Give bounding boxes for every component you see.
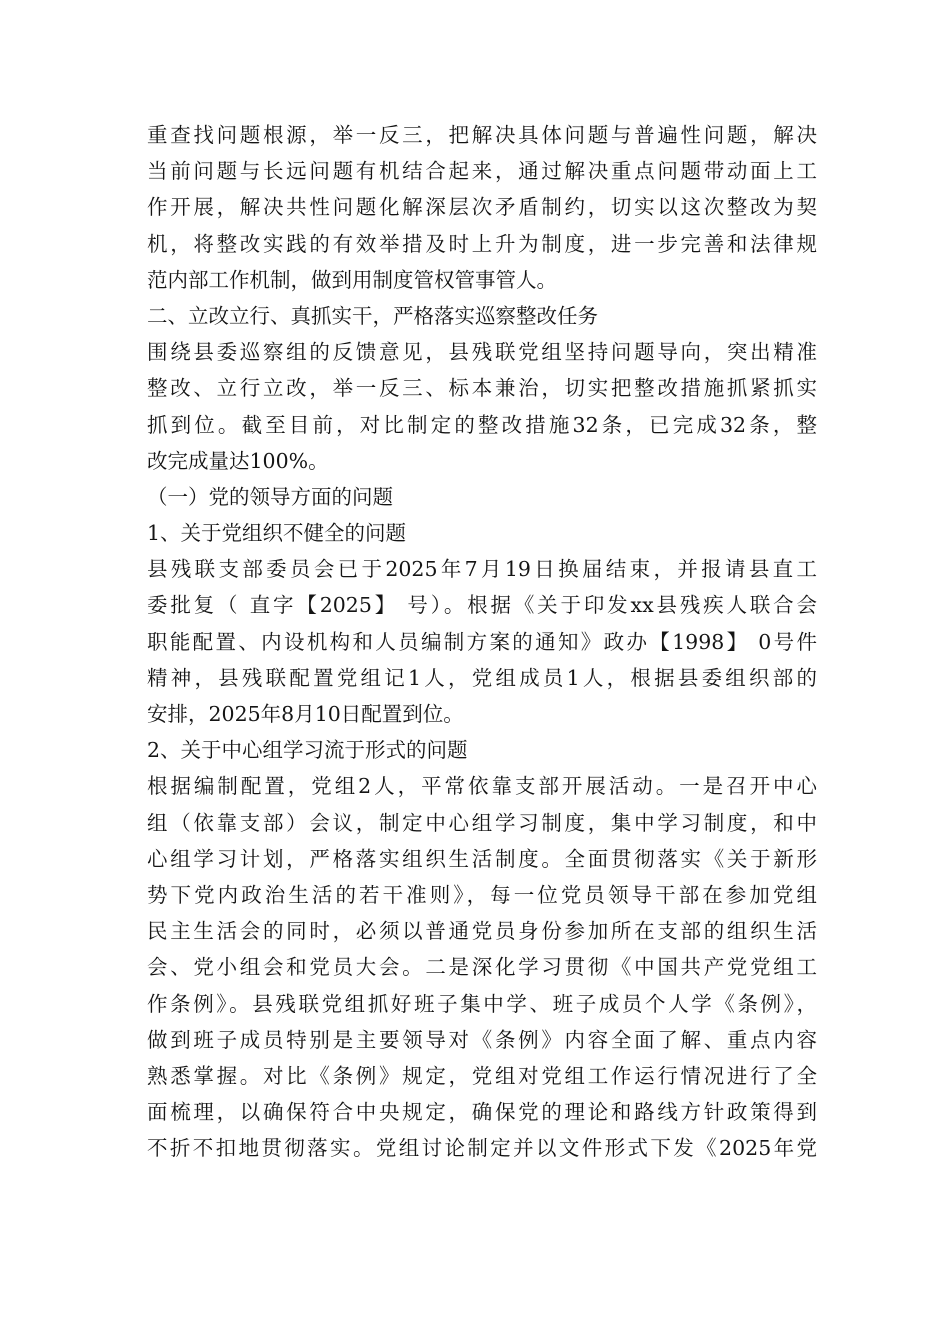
body-line: 不折不扣地贯彻落实。党组讨论制定并以文件形式下发《2025年党 [147,1136,817,1161]
body-line: 县残联支部委员会已于2025年7月19日换届结束，并报请县直工 [147,557,817,582]
body-line: 当前问题与长远问题有机结合起来，通过解决重点问题带动面上工 [147,159,817,184]
body-line: 根据编制配置，党组2人，平常依靠支部开展活动。一是召开中心 [147,774,817,799]
subsection-heading: （一）党的领导方面的问题 [147,484,393,509]
body-line: 组（依靠支部）会议，制定中心组学习制度，集中学习制度，和中 [147,810,817,835]
body-line: 作开展，解决共性问题化解深层次矛盾制约，切实以这次整改为契 [147,195,817,220]
body-line: 做到班子成员特别是主要领导对《条例》内容全面了解、重点内容 [147,1027,817,1052]
body-line: 会、党小组会和党员大会。二是深化学习贯彻《中国共产党党组工 [147,955,817,980]
body-line: 范内部工作机制，做到用制度管权管事管人。 [147,267,557,292]
body-line: 心组学习计划，严格落实组织生活制度。全面贯彻落实《关于新形 [147,846,817,871]
body-line: 面梳理，以确保符合中央规定，确保党的理论和路线方针政策得到 [147,1100,817,1125]
item-heading: 2、关于中心组学习流于形式的问题 [147,738,468,763]
body-line: 安排，2025年8月10日配置到位。 [147,702,464,726]
body-line: 民主生活会的同时，必须以普通党员身份参加所在支部的组织生活 [147,919,817,944]
body-line: 围绕县委巡察组的反馈意见，县残联党组坚持问题导向，突出精准 [147,340,817,365]
body-line: 改完成量达100%。 [147,448,329,473]
body-line: 抓到位。截至目前，对比制定的整改措施32条，已完成32条，整 [147,412,817,437]
body-line: 作条例》。县残联党组抓好班子集中学、班子成员个人学《条例》， [147,991,817,1016]
item-heading: 1、关于党组织不健全的问题 [147,521,407,546]
body-line: 委批复（ 直字【2025】 号）。根据《关于印发xx县残疾人联合会 [147,593,817,618]
body-line: 熟悉掌握。对比《条例》规定，党组对党组工作运行情况进行了全 [147,1063,817,1088]
section-heading: 二、立改立行、真抓实干，严格落实巡察整改任务 [147,303,598,328]
body-line: 整改、立行立改，举一反三、标本兼治，切实把整改措施抓紧抓实 [147,376,817,401]
document-body [147,117,817,1166]
body-line: 精神，县残联配置党组记1人，党组成员1人，根据县委组织部的 [147,665,817,690]
body-line: 职能配置、内设机构和人员编制方案的通知》政办【1998】 0号件 [147,629,817,654]
body-line: 重查找问题根源，举一反三，把解决具体问题与普遍性问题，解决 [147,123,817,147]
body-line: 势下党内政治生活的若干准则》，每一位党员领导干部在参加党组 [147,882,817,907]
body-line: 机，将整改实践的有效举措及时上升为制度，进一步完善和法律规 [147,231,817,256]
